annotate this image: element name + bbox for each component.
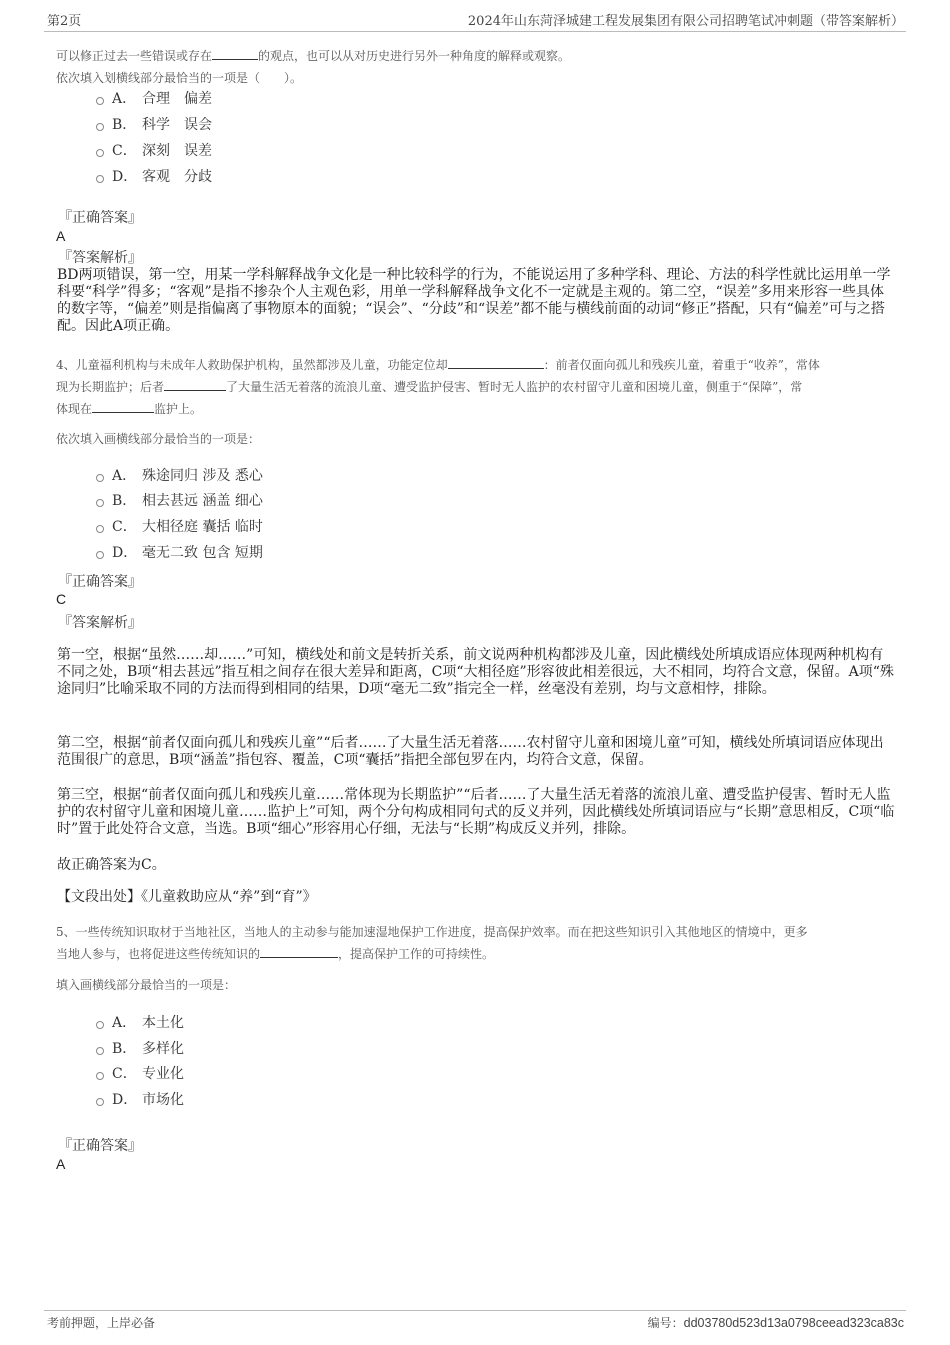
q3-option-b[interactable]: B． 科学 误会	[96, 114, 212, 134]
q3-answer-label: 『正确答案』	[58, 210, 142, 226]
radio-icon[interactable]	[96, 149, 104, 157]
q5-answer: A	[56, 1156, 66, 1172]
q3-answer: A	[56, 228, 66, 244]
radio-icon[interactable]	[96, 474, 104, 482]
radio-icon[interactable]	[96, 1072, 104, 1080]
q4-option-d[interactable]: D． 毫无二致 包含 短期	[96, 542, 263, 562]
q3-blank	[212, 45, 258, 60]
q3-option-d[interactable]: D． 客观 分歧	[96, 166, 212, 186]
radio-icon[interactable]	[96, 175, 104, 183]
q4-analysis-1: 第一空，根据“虽然……却……”可知，横线处和前文是转折关系，前文说两种机构都涉及儿童，因此横线处所填成语应体现两种机构有不同之处，B项“相去甚远”指互相之间存在很大差异和距离，C项“大相径庭”形容彼此相差很远，大不相同，均符合文意，保留。A项“殊途同归”比喻采取不同的方法而得到相同的结果，D项“毫无二致”指完全一样，丝毫没有差别，均与文意相悖，排除。	[57, 647, 894, 697]
q5-option-c[interactable]: C． 专业化	[96, 1063, 184, 1083]
q4-analysis-label: 『答案解析』	[58, 615, 142, 631]
q4-blank-1	[448, 354, 544, 369]
q3-option-c[interactable]: C． 深刻 误差	[96, 140, 212, 160]
footer-slogan: 考前押题，上岸必备	[47, 1316, 156, 1330]
q5-stem: 5、一些传统知识取材于当地社区，当地人的主动参与能加速湿地保护工作进度，提高保护效率。而在把这些知识引入其他地区的情境中，更多 当地人参与，也将促进这些传统知识的 ，提高保护工作的可持续性。	[56, 925, 808, 961]
q4-conclusion: 故正确答案为C。	[57, 857, 166, 873]
radio-icon[interactable]	[96, 1047, 104, 1055]
footer-rule	[44, 1310, 906, 1311]
q3-analysis: BD两项错误，第一空，用某一学科解释战争文化是一种比较科学的行为，不能说运用了多种学科、理论、方法的科学性就比运用单一学科要“科学”得多；“客观”是指不掺杂个人主观色彩，用单一学科解释战争文化不一定就是主观的。第二空，“误差”多用来形容一些具体的数字等，“偏差”则是指偏离了事物原本的面貌；“误会”、“分歧”和“误差”都不能与横线前面的动词“修正”搭配，只有“偏差”可与之搭配。因此A项正确。	[57, 267, 891, 334]
q4-option-a[interactable]: A． 殊途同归 涉及 悉心	[96, 465, 263, 485]
q4-option-b[interactable]: B． 相去甚远 涵盖 细心	[96, 490, 263, 510]
radio-icon[interactable]	[96, 525, 104, 533]
document-title: 2024年山东菏泽城建工程发展集团有限公司招聘笔试冲刺题（带答案解析）	[467, 14, 904, 29]
q4-analysis-3: 第三空，根据“前者仅面向孤儿和残疾儿童……常体现为长期监护”“后者……了大量生活无着落的流浪儿童、遭受监护侵害、暂时无人监护的农村留守儿童和困境儿童……监护上”可知，两个分句构成相同句式的反义并列，因此横线处所填词语应与“长期”意思相反，C项“临时”置于此处符合文意，当选。B项“细心”形容用心仔细，无法与“长期”构成反义并列，排除。	[57, 787, 895, 837]
q5-instruction: 填入画横线部分最恰当的一项是：	[56, 978, 237, 992]
q3-option-a[interactable]: A． 合理 偏差	[96, 88, 212, 108]
q5-answer-label: 『正确答案』	[58, 1138, 142, 1154]
q5-option-d[interactable]: D． 市场化	[96, 1089, 184, 1109]
radio-icon[interactable]	[96, 499, 104, 507]
q4-instruction: 依次填入画横线部分最恰当的一项是：	[56, 432, 261, 446]
q3-analysis-label: 『答案解析』	[58, 250, 142, 266]
radio-icon[interactable]	[96, 123, 104, 131]
header-rule	[44, 31, 906, 32]
q5-option-b[interactable]: B． 多样化	[96, 1038, 184, 1058]
q4-stem: 4、儿童福利机构与未成年人救助保护机构，虽然都涉及儿童，功能定位却 ：前者仅面向孤儿和残疾儿童，着重于“收养”，常体 现为长期监护；后者 了大量生活无着落的流浪儿童、遭受监护侵害、暂时无人监护的农村留守儿童和困境儿童，侧重于“保障”，常 体现在 监护上。	[56, 354, 896, 420]
q4-blank-2	[164, 376, 226, 391]
q4-option-c[interactable]: C． 大相径庭 囊括 临时	[96, 516, 263, 536]
q4-blank-3	[92, 398, 154, 413]
radio-icon[interactable]	[96, 551, 104, 559]
document-id	[648, 1314, 904, 1331]
q5-option-a[interactable]: A． 本土化	[96, 1012, 184, 1032]
q4-answer: C	[56, 591, 67, 607]
radio-icon[interactable]	[96, 1021, 104, 1029]
q3-stem: 可以修正过去一些错误或存在 的观点，也可以从对历史进行另外一种角度的解释或观察。 依次填入划横线部分最恰当的一项是（ ）。	[56, 45, 896, 89]
document-id-label: 编号：	[647, 1316, 684, 1330]
q4-answer-label: 『正确答案』	[58, 574, 142, 590]
q5-blank	[260, 943, 338, 958]
radio-icon[interactable]	[96, 1098, 104, 1106]
document-id-value: dd03780d523d13a0798ceead323ca83c	[683, 1316, 904, 1330]
page-number: 第2页	[47, 14, 82, 29]
q4-analysis-2: 第二空，根据“前者仅面向孤儿和残疾儿童”“后者……了大量生活无着落……农村留守儿童和困境儿童”可知，横线处所填词语应体现出范围很广的意思，B项“涵盖”指包容、覆盖，C项“囊括”指把全部包罗在内，均符合文意，保留。	[57, 735, 884, 768]
radio-icon[interactable]	[96, 97, 104, 105]
q4-source: 【文段出处】《儿童救助应从“养”到“育”》	[57, 889, 317, 905]
